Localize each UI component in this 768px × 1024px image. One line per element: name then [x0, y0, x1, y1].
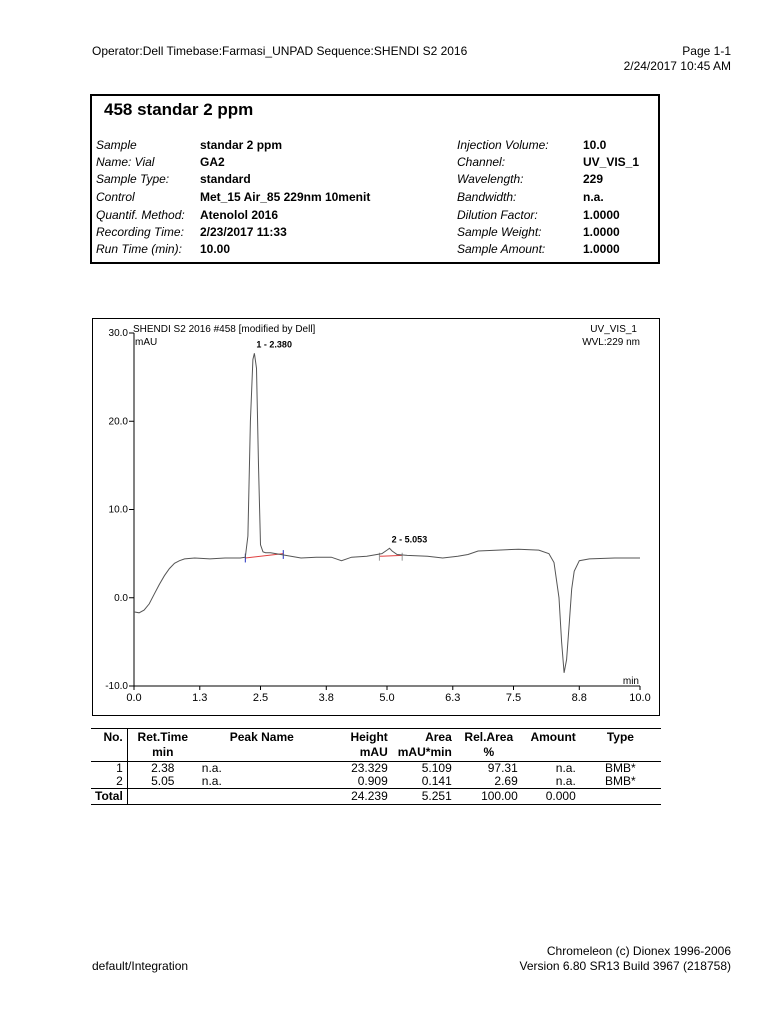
cell-rettime: 2.38	[151, 761, 175, 775]
col-header-peakname: Peak Name	[198, 729, 326, 762]
x-tick-label: 10.0	[629, 692, 651, 704]
x-tick-label: 6.3	[445, 692, 461, 704]
x-tick-label: 0.0	[126, 692, 142, 704]
info-label: Sample Weight:	[457, 225, 542, 239]
chromatogram-trace	[134, 353, 640, 673]
y-tick-label: 10.0	[108, 504, 128, 516]
report-header-info: Operator:Dell Timebase:Farmasi_UNPAD Sequence:SHENDI S2 2016	[92, 44, 468, 58]
col-header-relarea: Rel.Area %	[456, 729, 522, 762]
info-label: Sample Amount:	[457, 242, 546, 256]
info-value: 1.0000	[583, 242, 620, 256]
table-header-row	[91, 729, 661, 762]
col-header-type: Type	[580, 729, 661, 762]
info-value: 2/23/2017 11:33	[200, 225, 287, 239]
peak-table	[91, 728, 661, 805]
info-value: standard	[200, 172, 251, 186]
x-unit-label: min	[622, 676, 639, 687]
info-label: Injection Volume:	[457, 138, 549, 152]
info-value: Met_15 Air_85 229nm 10menit	[200, 190, 371, 204]
cell-amount: n.a.	[555, 761, 576, 775]
info-label: Channel:	[457, 155, 506, 169]
info-value: 1.0000	[583, 225, 620, 239]
y-tick-label: 20.0	[108, 416, 128, 428]
cell-type: BMB*	[605, 761, 636, 775]
cell-total-area: 5.251	[392, 789, 456, 805]
wavelength-label: WVL:229 nm	[582, 337, 640, 348]
cell-type: BMB*	[605, 774, 636, 788]
col-header-area: Area mAU*min	[392, 729, 456, 762]
cell-relarea: 2.69	[494, 774, 518, 788]
info-value: GA2	[200, 155, 225, 169]
y-tick-label: 30.0	[108, 328, 128, 339]
x-tick-label: 7.5	[505, 692, 522, 704]
col-header-amount: Amount	[522, 729, 580, 762]
table-total-row	[91, 789, 661, 805]
cell-total-relarea: 100.00	[456, 789, 522, 805]
peak-labels	[256, 339, 427, 544]
cell-total-height: 24.239	[326, 789, 392, 805]
y-tick-label: 0.0	[114, 592, 128, 604]
sample-title: 458 standar 2 ppm	[104, 100, 254, 119]
info-value: 10.00	[200, 242, 231, 256]
report-datetime: 2/24/2017 10:45 AM	[623, 59, 731, 73]
cell-area: 5.109	[421, 761, 452, 775]
peak2-baseline	[379, 555, 402, 556]
info-label: Name: Vial	[96, 155, 155, 169]
cell-height: 23.329	[351, 761, 388, 775]
y-unit-label: mAU	[135, 337, 158, 348]
cell-height: 0.909	[357, 774, 388, 788]
cell-peakname: n.a.	[201, 761, 222, 775]
chart-axes	[105, 328, 651, 704]
cell-relarea: 97.31	[487, 761, 518, 775]
col-header-height: Height mAU	[326, 729, 392, 762]
info-label: Sample	[96, 138, 137, 152]
peak-label-2: 2 - 5.053	[391, 534, 428, 545]
footer-integration: default/Integration	[92, 959, 189, 973]
x-tick-label: 1.3	[192, 692, 208, 704]
info-value: 10.0	[583, 138, 607, 152]
info-label: Dilution Factor:	[457, 208, 538, 222]
x-tick-label: 5.0	[379, 692, 395, 704]
info-value: 229	[583, 172, 604, 186]
cell-no: 1	[91, 762, 127, 776]
channel-label: UV_VIS_1	[590, 324, 637, 335]
cell-no: 2	[91, 775, 127, 789]
cell-rettime: 5.05	[151, 774, 175, 788]
info-label: Bandwidth:	[457, 190, 517, 204]
x-tick-label: 8.8	[571, 692, 587, 704]
col-header-no: No.	[91, 729, 127, 762]
cell-peakname: n.a.	[201, 774, 222, 788]
info-label: Recording Time:	[96, 225, 184, 239]
info-label: Control	[96, 190, 135, 204]
y-tick-label: -10.0	[105, 681, 128, 692]
table-row	[91, 762, 661, 776]
info-label: Sample Type:	[96, 172, 170, 186]
info-label: Quantif. Method:	[96, 208, 185, 222]
info-value: 1.0000	[583, 208, 620, 222]
footer-version: Version 6.80 SR13 Build 3967 (218758)	[519, 959, 731, 973]
chart-title: SHENDI S2 2016 #458 [modified by Dell]	[133, 324, 316, 335]
integration-baselines	[245, 550, 402, 562]
cell-amount: n.a.	[555, 774, 576, 788]
info-label: Wavelength:	[457, 172, 524, 186]
info-value: Atenolol 2016	[200, 208, 279, 222]
cell-total-amount: 0.000	[522, 789, 580, 805]
page-number: Page 1-1	[682, 44, 731, 58]
footer-copyright: Chromeleon (c) Dionex 1996-2006	[546, 944, 731, 958]
cell-area: 0.141	[421, 774, 452, 788]
info-value: n.a.	[583, 190, 604, 204]
col-header-rettime: Ret.Time min	[127, 729, 198, 762]
table-row	[91, 775, 661, 789]
info-value: standar 2 ppm	[200, 138, 283, 152]
peak-label-1: 1 - 2.380	[256, 339, 292, 350]
info-label: Run Time (min):	[96, 242, 182, 256]
x-tick-label: 3.8	[318, 692, 334, 704]
x-tick-label: 2.5	[252, 692, 269, 704]
info-value: UV_VIS_1	[583, 155, 640, 169]
cell-total-label: Total	[91, 789, 127, 805]
